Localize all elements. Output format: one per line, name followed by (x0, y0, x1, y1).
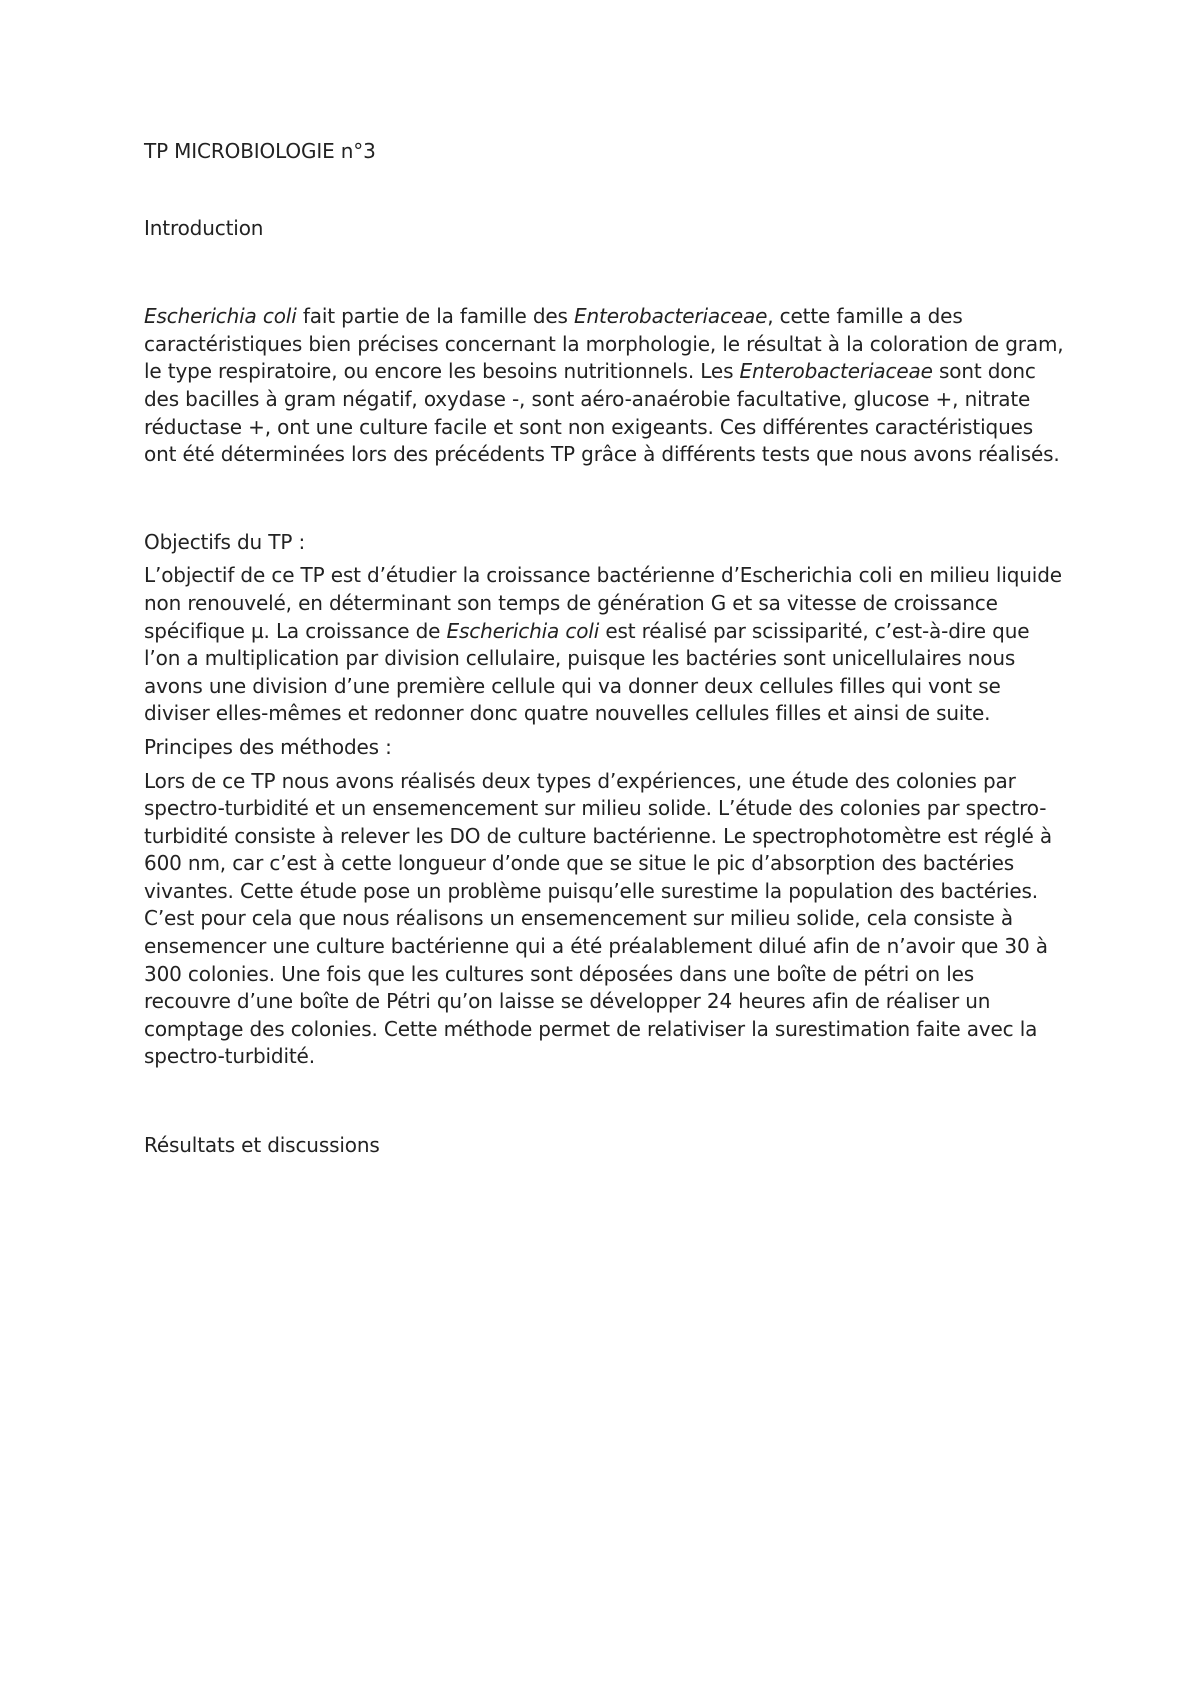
resultats-heading: Résultats et discussions (144, 1133, 380, 1158)
introduction-text: , cette famille a des caractéristiques bien précises concernant la morphologie, le résultat à la coloration de gram, le type respiratoire, ou encore les besoins nutritionnels. Les (144, 304, 1064, 384)
species-name-italic: Escherichia coli (446, 618, 600, 643)
objectifs-heading: Objectifs du TP : (144, 529, 306, 554)
principes-heading: Principes des méthodes : (144, 734, 392, 759)
family-name-italic: Enterobacteriaceae (739, 359, 933, 384)
principes-paragraph: Lors de ce TP nous avons réalisés deux types d’expériences, une étude des colonies par spectro-turbidité et un ensemencement sur milieu solide. L’étude des colonies par spectro-turbidité consiste à relever les DO de culture bactérienne. Le spectrophotomètre est réglé à 600 nm, car c’est à cette longueur d’onde que se situe le pic d’absorption des bactéries vivantes. Cette étude pose un problème puisqu’elle surestime la population des bactéries. C’est pour cela que nous réalisons un ensemencement sur milieu solide, cela consiste à ensemencer une culture bactérienne qui a été préalablement dilué afin de n’avoir que 30 à 300 colonies. Une fois que les cultures sont déposées dans une boîte de pétri on les recouvre d’une boîte de Pétri qu’on laisse se développer 24 heures afin de réaliser un comptage des colonies. Cette méthode permet de relativiser la surestimation faite avec la spectro-turbidité. (144, 768, 1052, 1069)
document-title: TP MICROBIOLOGIE n°3 (144, 139, 376, 163)
objectifs-text: L’objectif de ce TP est d’étudier la croissance bactérienne d’Escherichia coli en milieu liquide non renouvelé, en déterminant son temps de génération G et sa vitesse de croissance spécifique µ. La croissance de (144, 563, 1062, 643)
species-name-italic: Escherichia coli (144, 304, 297, 329)
introduction-text: sont donc des bacilles à gram négatif, oxydase -, sont aéro-anaérobie facultative, glucose +, nitrate réductase +, ont une culture facile et sont non exigeants. Ces différentes caractéristiques ont été déterminées lors des précédents TP grâce à différents tests que nous avons réalisés. (144, 359, 1060, 467)
objectifs-text: est réalisé par scissiparité, c’est-à-dire que l’on a multiplication par division cellulaire, puisque les bactéries sont unicellulaires nous avons une division d’une première cellule qui va donner deux cellules filles qui vont se diviser elles-mêmes et redonner donc quatre nouvelles cellules filles et ainsi de suite. (144, 618, 1030, 726)
objectifs-paragraph (144, 562, 1064, 728)
document-page (144, 138, 1064, 1160)
family-name-italic: Enterobacteriaceae (574, 304, 768, 329)
introduction-paragraph (144, 303, 1064, 469)
introduction-text: fait partie de la famille des (296, 304, 575, 329)
introduction-heading: Introduction (144, 215, 264, 240)
